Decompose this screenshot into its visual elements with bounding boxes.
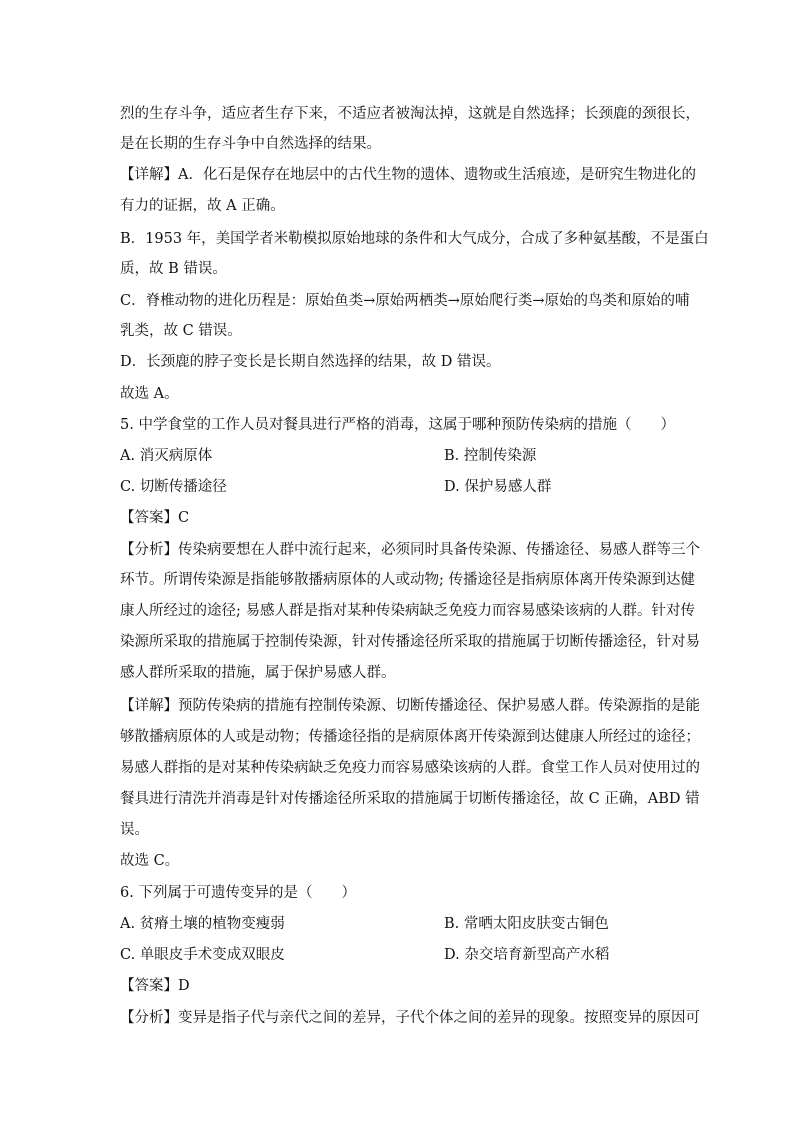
q5-option-c: C. 切断传播途径 <box>120 479 227 495</box>
question-6: 6. 下列属于可遗传变异的是（ ） <box>120 885 356 901</box>
q6-option-c: C. 单眼皮手术变成双眼皮 <box>120 947 285 963</box>
text-line: 烈的生存斗争，适应者生存下来，不适应者被淘汰掉，这就是自然选择；长颈鹿的颈很长， <box>120 106 700 122</box>
text-line: 有力的证据，故 A 正确。 <box>120 198 285 214</box>
q6-option-a: A. 贫瘠土壤的植物变瘦弱 <box>120 916 285 932</box>
text-line: 餐具进行清洗并消毒是针对传播途径所采取的措施属于切断传播途径，故 C 正确，ABD 错 <box>120 791 700 807</box>
q5-option-a: A. 消灭病原体 <box>120 448 213 464</box>
text-line: 故选 C。 <box>120 853 180 869</box>
answer-line: 【答案】C <box>120 510 190 526</box>
text-line: 染源所采取的措施属于控制传染源，针对传播途径所采取的措施属于切断传播途径，针对易 <box>120 634 700 650</box>
text-line: 环节。所谓传染源是指能够散播病原体的人或动物; 传播途径是指病原体离开传染源到达健 <box>120 572 695 588</box>
text-line: 故选 A。 <box>120 386 179 402</box>
q5-option-d: D. 保护易感人群 <box>444 479 552 495</box>
text-line: 【详解】预防传染病的措施有控制传染源、切断传播途径、保护易感人群。传染源指的是能 <box>120 698 700 714</box>
text-line: 康人所经过的途径; 易感人群是指对某种传染病缺乏免疫力而容易感染该病的人群。针对传 <box>120 603 695 619</box>
q6-option-b: B. 常晒太阳皮肤变古铜色 <box>444 916 609 932</box>
question-5: 5. 中学食堂的工作人员对餐具进行严格的消毒，这属于哪种预防传染病的措施（ ） <box>120 417 675 433</box>
text-line: B．1953 年，美国学者米勒模拟原始地球的条件和大气成分，合成了多种氨基酸，不是蛋白 <box>120 231 709 247</box>
text-line: 感人群所采取的措施，属于保护易感人群。 <box>120 665 396 681</box>
text-line: 乳类，故 C 错误。 <box>120 323 242 339</box>
answer-line: 【答案】D <box>120 978 190 994</box>
q6-option-d: D. 杂交培育新型高产水稻 <box>444 947 610 963</box>
text-line: 易感人群指的是对某种传染病缺乏免疫力而容易感染该病的人群。食堂工作人员对使用过的 <box>120 760 700 776</box>
text-line: 【详解】A．化石是保存在地层中的古代生物的遗体、遗物或生活痕迹，是研究生物进化的 <box>120 167 696 183</box>
text-line: 质，故 B 错误。 <box>120 261 227 277</box>
text-line: 【分析】变异是指子代与亲代之间的差异，子代个体之间的差异的现象。按照变异的原因可 <box>120 1010 700 1026</box>
text-line: 够散播病原体的人或是动物；传播途径指的是病原体离开传染源到达健康人所经过的途径； <box>120 729 700 745</box>
q5-option-b: B. 控制传染源 <box>444 448 537 464</box>
text-line: 是在长期的生存斗争中自然选择的结果。 <box>120 136 381 152</box>
text-line: 误。 <box>120 822 149 838</box>
text-line: C．脊椎动物的进化历程是：原始鱼类→原始两栖类→原始爬行类→原始的鸟类和原始的哺 <box>120 293 690 309</box>
text-line: D．长颈鹿的脖子变长是长期自然选择的结果，故 D 错误。 <box>120 354 501 370</box>
text-line: 【分析】传染病要想在人群中流行起来，必须同时具备传染源、传播途径、易感人群等三个 <box>120 542 700 558</box>
